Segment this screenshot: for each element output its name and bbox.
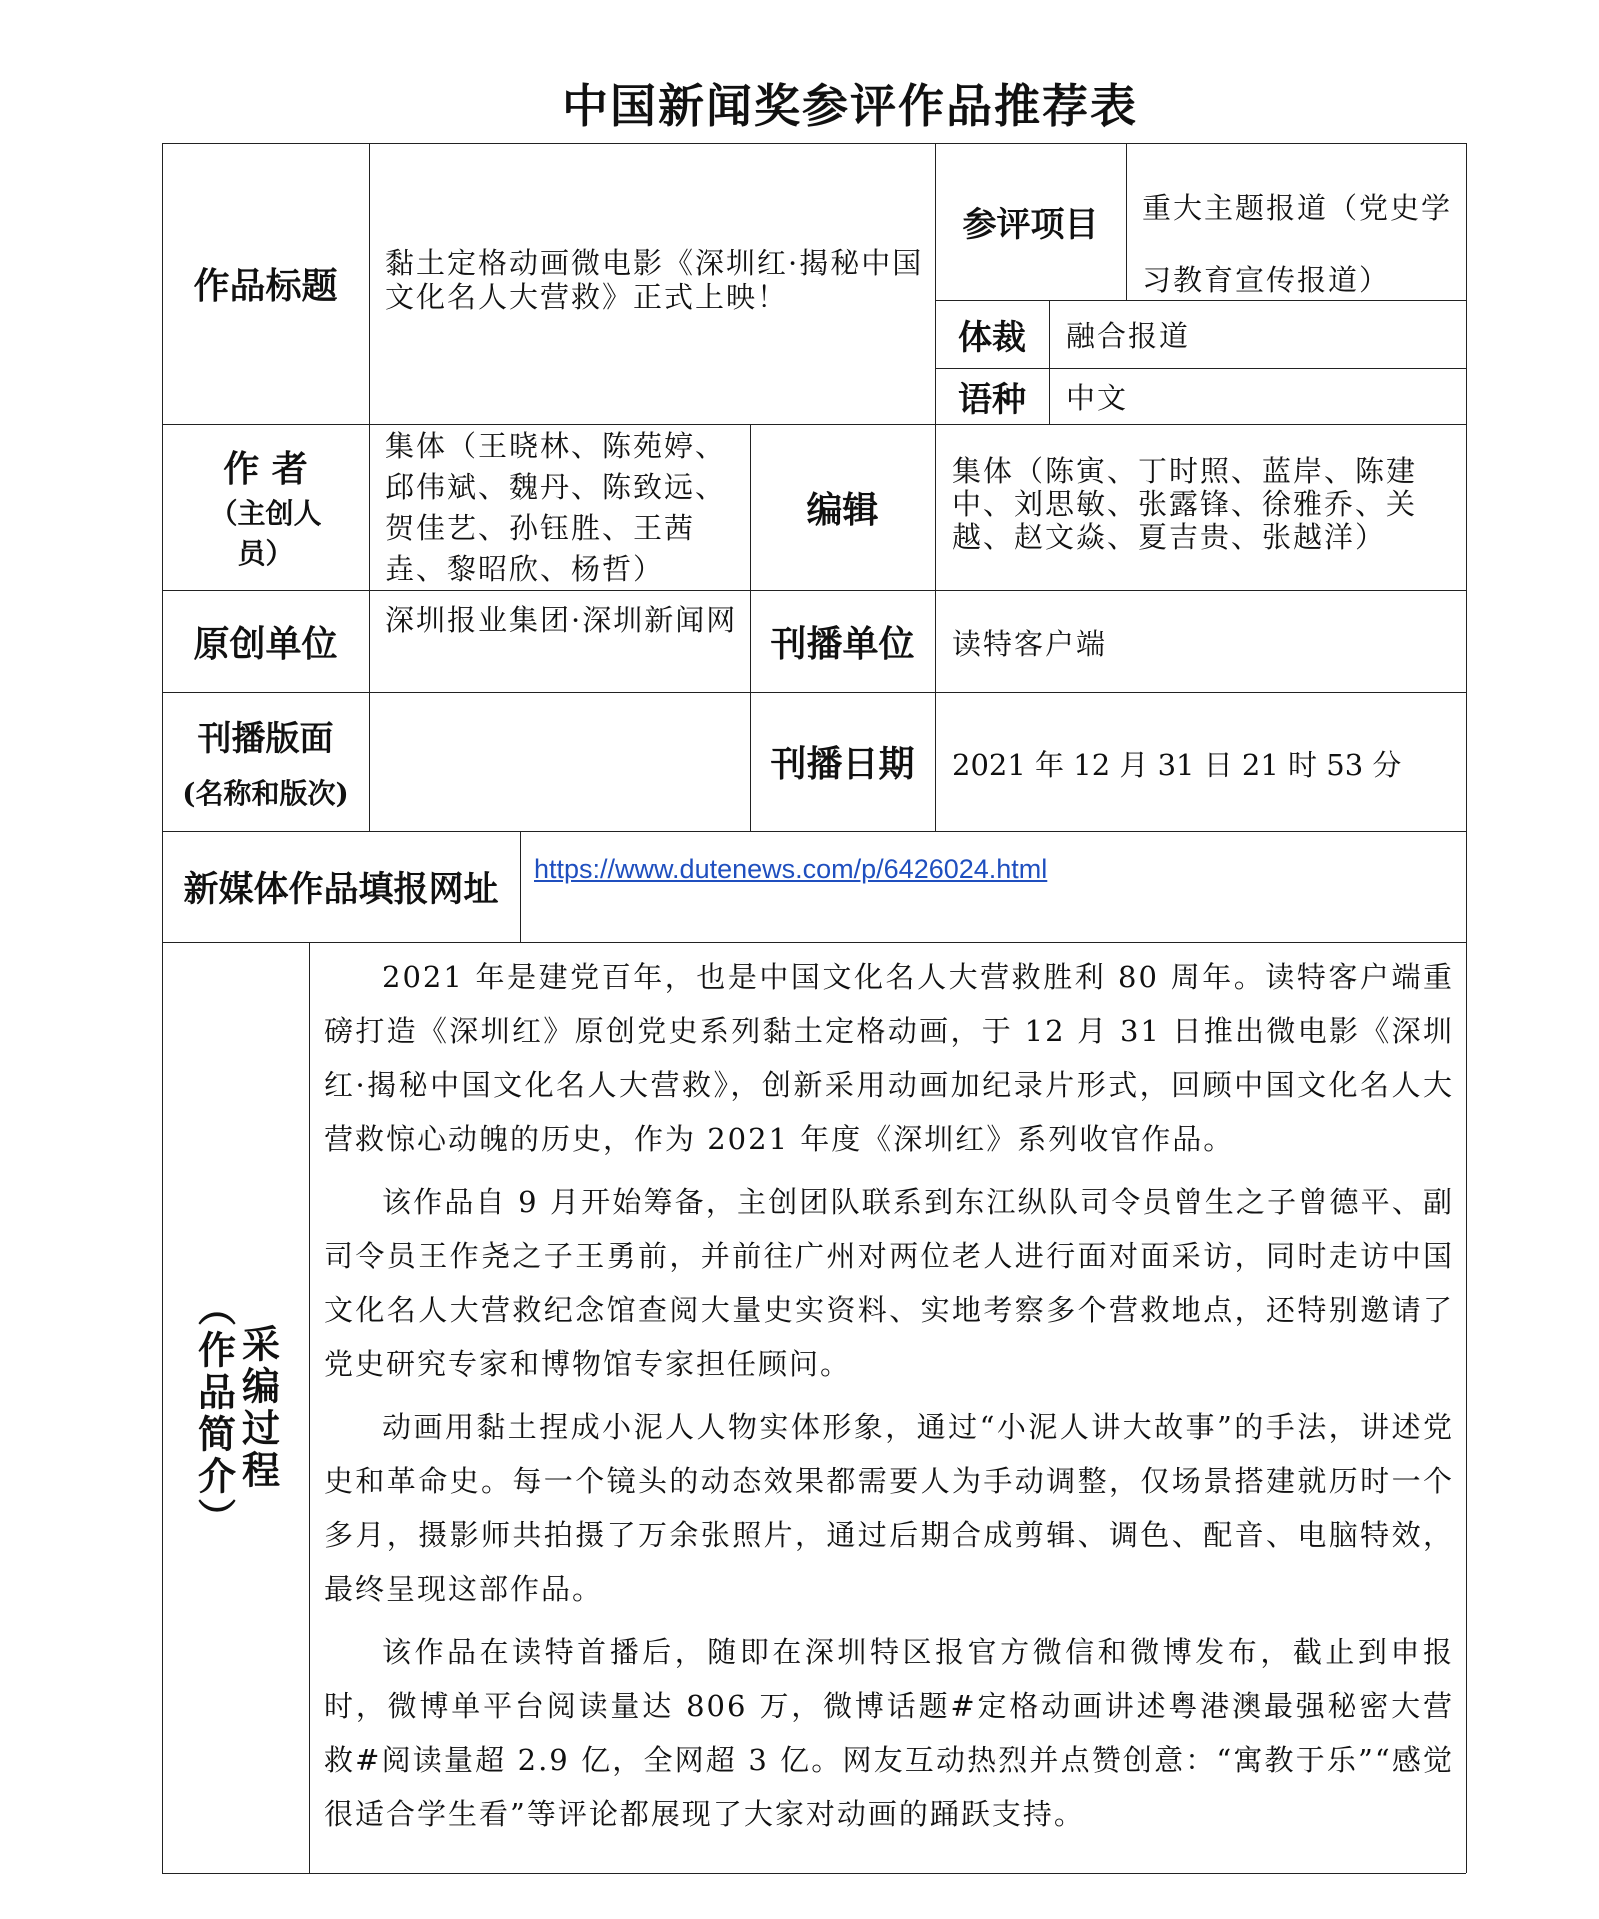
origin-unit-value: 深圳报业集团·深圳新闻网 [385,603,738,637]
origin-unit-label: 原创单位 [193,622,338,665]
publisher-label: 刊播单位 [770,622,915,665]
intro-paragraph: 该作品自 9 月开始筹备，主创团队联系到东江纵队司令员曾生之子曾德平、副司令员王作尧之子王勇前，并前往广州对两位老人进行面对面采访，同时走访中国文化名人大营救纪念馆查阅大量史实资料、实地考察多个营救地点，还特别邀请了党史研究专家和博物馆专家担任顾问。 [324,1185,1454,1381]
url-label: 新媒体作品填报网址 [183,868,499,910]
language-value: 中文 [1066,381,1129,415]
author-label-main: 作 者 [223,447,308,490]
category-label: 参评项目 [962,205,1099,245]
work-title-label: 作品标题 [193,265,338,307]
category-value: 重大主题报道（党史学习教育宣传报道） [1142,191,1453,297]
language-label: 语种 [958,379,1026,420]
work-title-value: 黏土定格动画微电影《深圳红·揭秘中国文化名人大营救》正式上映！ [385,246,924,314]
layout-page-label [162,692,369,831]
author-label-sub: （主创人员） [209,496,322,570]
author-label [162,424,369,590]
genre-value: 融合报道 [1066,319,1191,353]
intro-paragraph: 该作品在读特首播后，随即在深圳特区报官方微信和微博发布，截止到申报时，微博单平台阅读量达 806 万，微博话题#定格动画讲述粤港澳最强秘密大营救#阅读量超 2.9 亿，全网超 3 亿。网友互动热烈并点赞创意：“寓教于乐”“感觉很适合学生看”等评论都展现了大家对动画的踊跃支持。 [324,1635,1454,1831]
intro-paragraph: 动画用黏土捏成小泥人人物实体形象，通过“小泥人讲大故事”的手法，讲述党史和革命史。每一个镜头的动态效果都需要人为手动调整，仅场景搭建就历时一个多月，摄影师共拍摄了万余张照片，通过后期合成剪辑、调色、配音、电脑特效，最终呈现这部作品。 [324,1410,1454,1606]
intro-label: 采编过程（作品简介） [191,1287,281,1540]
layout-page-label-sub: (名称和版次) [182,777,349,810]
work-url-link[interactable]: https://www.dutenews.com/p/6426024.html [534,854,1048,884]
publish-date-label: 刊播日期 [770,743,915,785]
publish-date-value: 2021 年 12 月 31 日 21 时 53 分 [952,748,1402,782]
genre-label: 体裁 [958,317,1026,358]
intro-paragraph: 2021 年是建党百年，也是中国文化名人大营救胜利 80 周年。读特客户端重磅打造《深圳红》原创党史系列黏土定格动画，于 12 月 31 日推出微电影《深圳红·揭秘中国文化名人大营救》，创新采用动画加纪录片形式，回顾中国文化名人大营救惊心动魄的历史，作为 2021 年度《深圳红》系列收官作品。 [324,960,1454,1156]
document-title: 中国新闻奖参评作品推荐表 [562,79,1138,133]
layout-page-label-main: 刊播版面 [197,719,334,759]
publisher-value: 读特客户端 [952,627,1108,661]
editor-label: 编辑 [806,488,879,531]
author-value: 集体（王晓林、陈苑婷、邱伟斌、魏丹、陈致远、贺佳艺、孙钰胜、王茜垚、黎昭欣、杨哲） [385,429,727,586]
intro-text [324,950,1454,1850]
editor-value: 集体（陈寅、丁时照、蓝岸、陈建中、刘思敏、张露锋、徐雅乔、关越、赵文焱、夏吉贵、张越洋） [952,454,1418,554]
